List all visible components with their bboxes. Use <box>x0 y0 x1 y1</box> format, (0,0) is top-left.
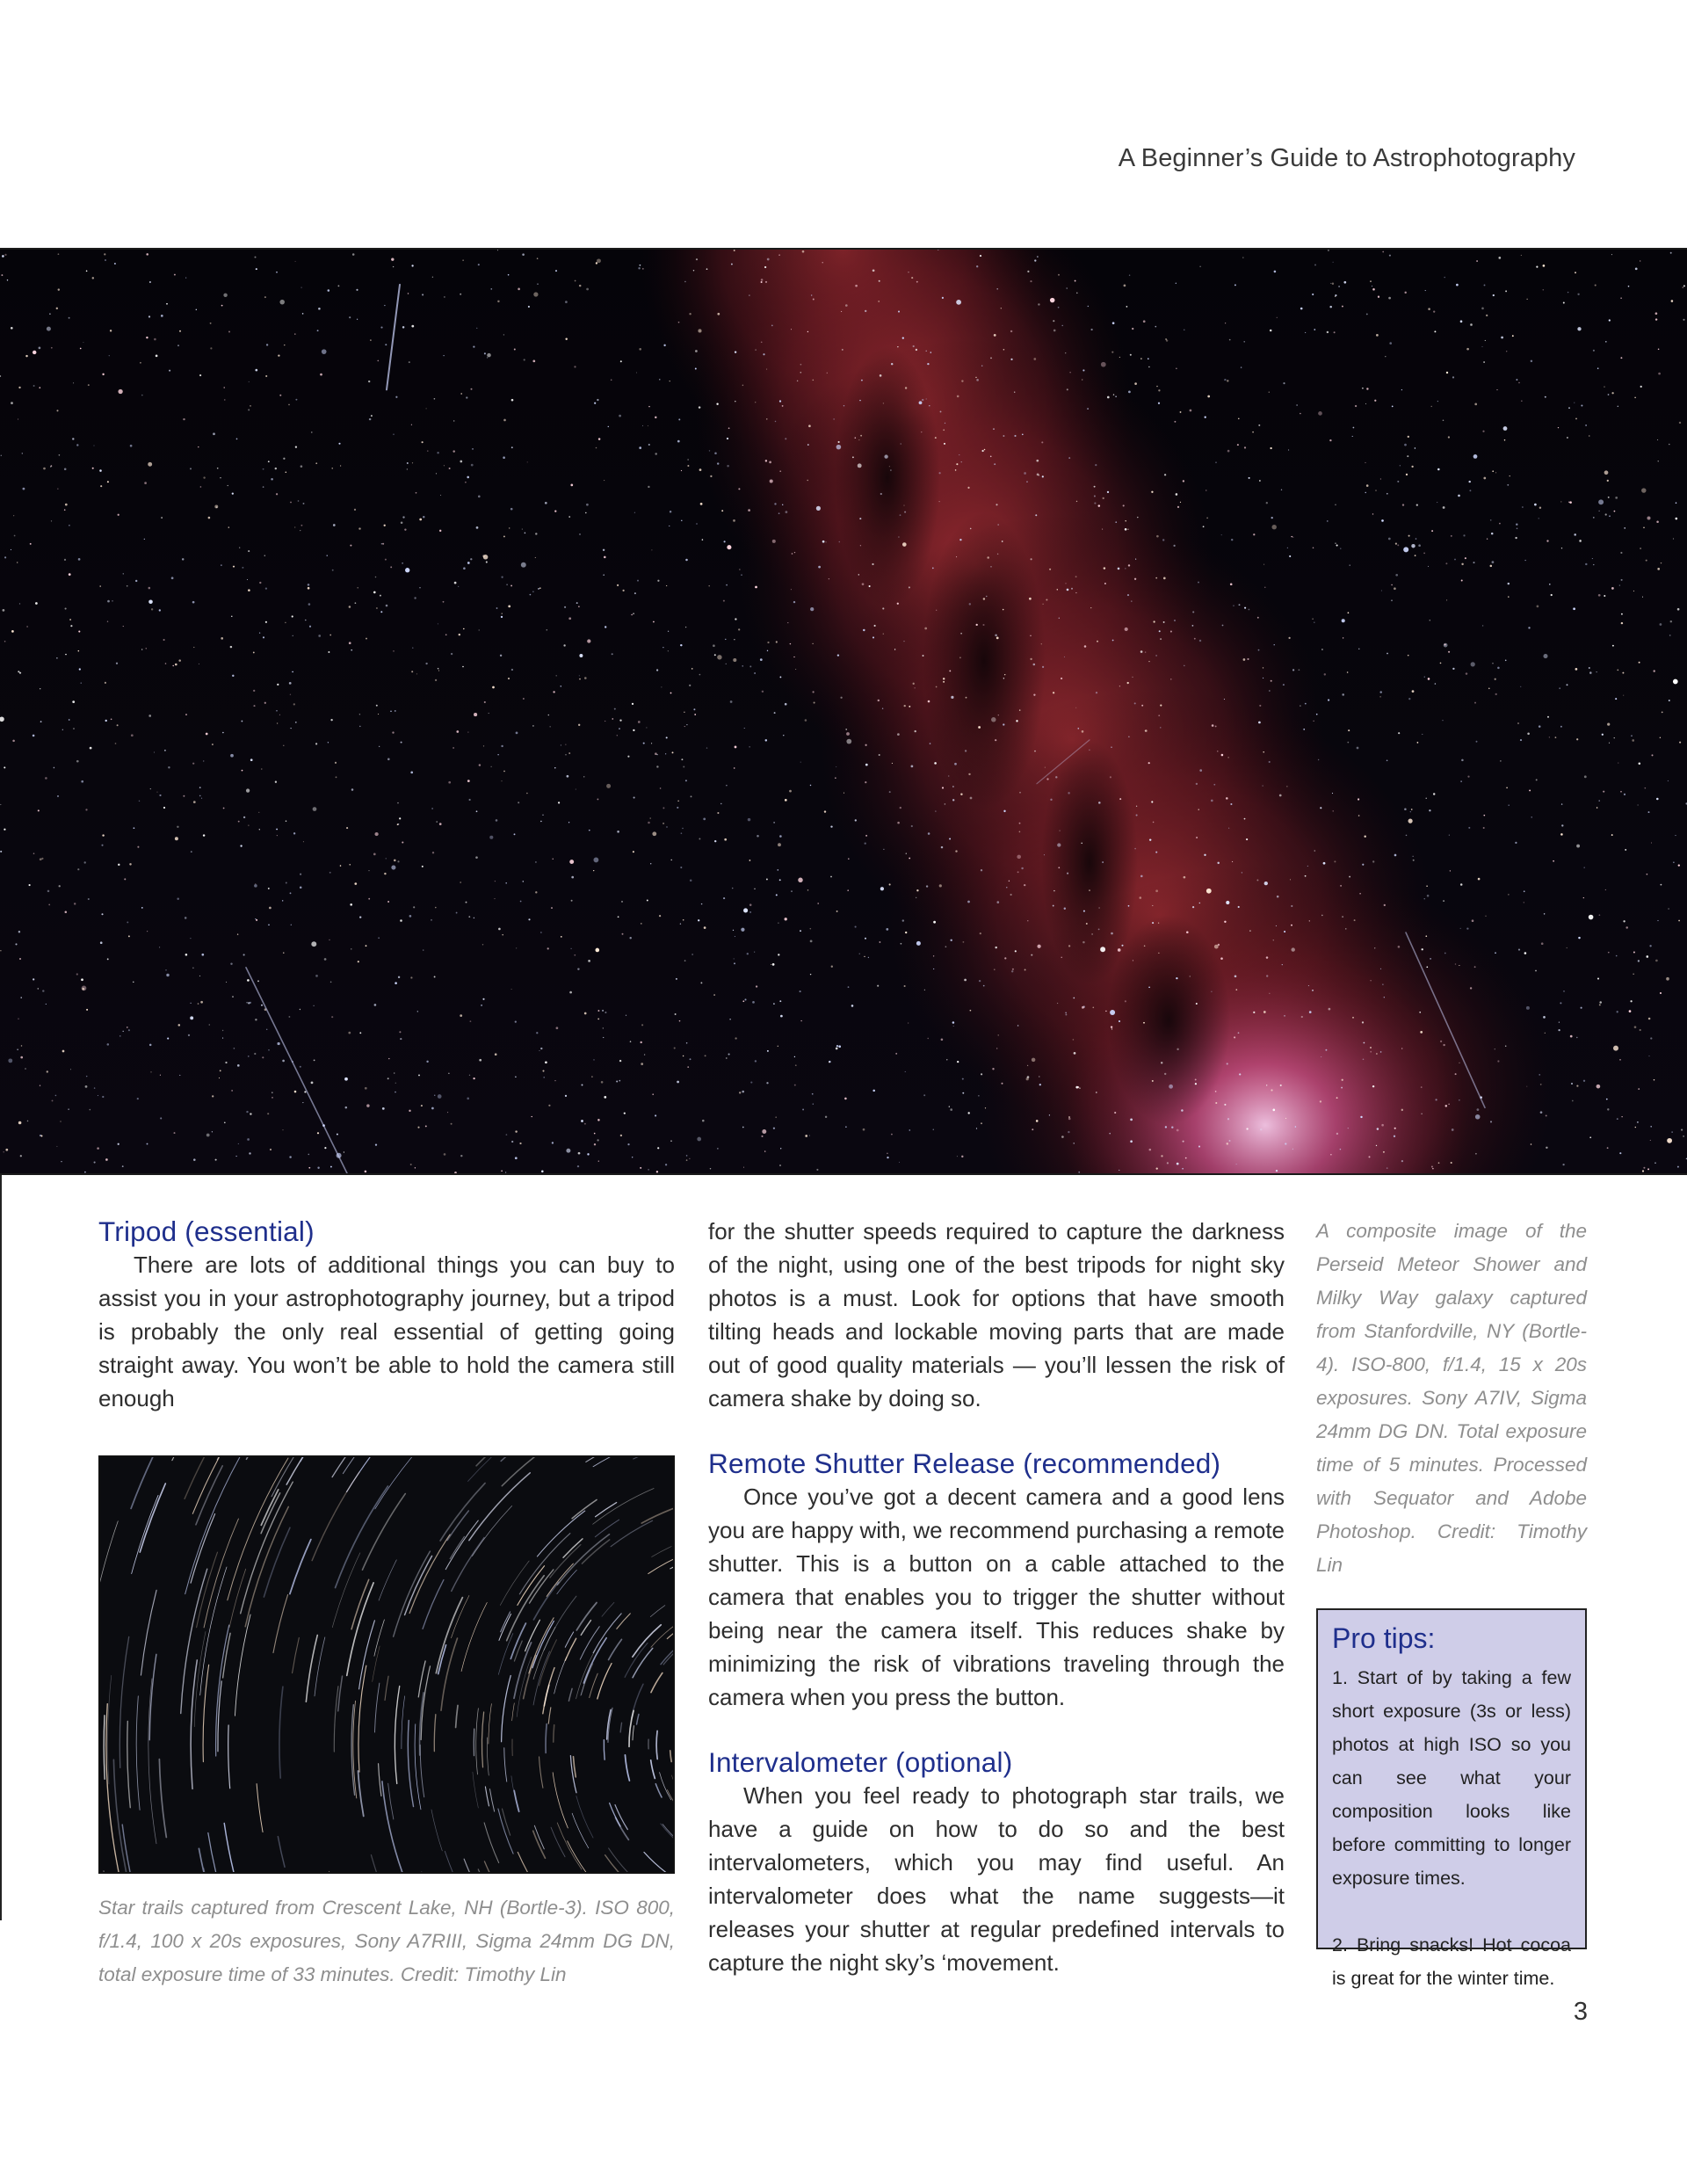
column-middle <box>708 1215 1285 1979</box>
star-trails-image <box>98 1455 675 1874</box>
remote-shutter-paragraph: Once you’ve got a decent camera and a good lens you are happy with, we recommend purchasing a remote shutter. This is a button on a cable attached to the camera that enables you to trigger the shutter without being near the camera itself. This reduces shake by minimizing the risk of vibrations traveling through the camera when you press the button. <box>708 1484 1285 1710</box>
hero-caption: A composite image of the Perseid Meteor Shower and Milky Way galaxy captured from Stanfordville, NY (Bortle-4). ISO-800, f/1.4, 15 x 20s exposures. Sony A7IV, Sigma 24mm DG DN. Total exposure time of 5 minutes. Processed with Sequator and Adobe Photoshop. Credit: Timothy Lin <box>1316 1220 1587 1576</box>
page-number: 3 <box>1573 1998 1588 2026</box>
milky-way-photo <box>0 250 1687 1173</box>
running-header: A Beginner’s Guide to Astrophotography <box>1118 144 1575 172</box>
pro-tips-title: Pro tips: <box>1332 1622 1436 1654</box>
intervalometer-paragraph: When you feel ready to photograph star trails, we have a guide on how to do so and the best intervalometers, which you may find useful. An intervalometer does what the name suggests—it releases your shutter at regular predefined intervals to capture the night sky’s ‘movement. <box>708 1782 1285 1976</box>
tripod-heading: Tripod (essential) <box>98 1215 315 1247</box>
left-margin-rule <box>0 1175 2 1920</box>
milky-way-hero-image <box>0 248 1687 1175</box>
remote-shutter-heading: Remote Shutter Release (recommended) <box>708 1448 1221 1479</box>
column-left <box>98 1215 675 1992</box>
pro-tip-1: 1. Start of by taking a few short exposure (3s or less) photos at high ISO so you can see what your composition looks like before committing to longer exposure times. <box>1332 1667 1571 1889</box>
star-trails-caption: Star trails captured from Crescent Lake, NH (Bortle-3). ISO 800, f/1.4, 100 x 20s exposures, Sony A7RIII, Sigma 24mm DG DN, total exposure time of 33 minutes. Credit: Timothy Lin <box>98 1897 675 1985</box>
tripod-continuation: for the shutter speeds required to capture the darkness of the night, using one of the best tripods for night sky photos is a must. Look for options that have smooth tilting heads and lockable moving parts that are made out of good quality materials — you’ll lessen the risk of camera shake by doing so. <box>708 1218 1285 1411</box>
pro-tip-2: 2. Bring snacks! Hot cocoa is great for the winter time. <box>1332 1934 1571 1989</box>
column-right <box>1316 1215 1587 1989</box>
star-trails-photo <box>100 1457 673 1872</box>
tripod-paragraph: There are lots of additional things you can buy to assist you in your astrophotography journey, but a tripod is probably the only real essential of getting going straight away. You won’t be able to hold the camera still enough <box>98 1252 675 1411</box>
pro-tips-box <box>1316 1608 1587 1989</box>
intervalometer-heading: Intervalometer (optional) <box>708 1746 1013 1778</box>
